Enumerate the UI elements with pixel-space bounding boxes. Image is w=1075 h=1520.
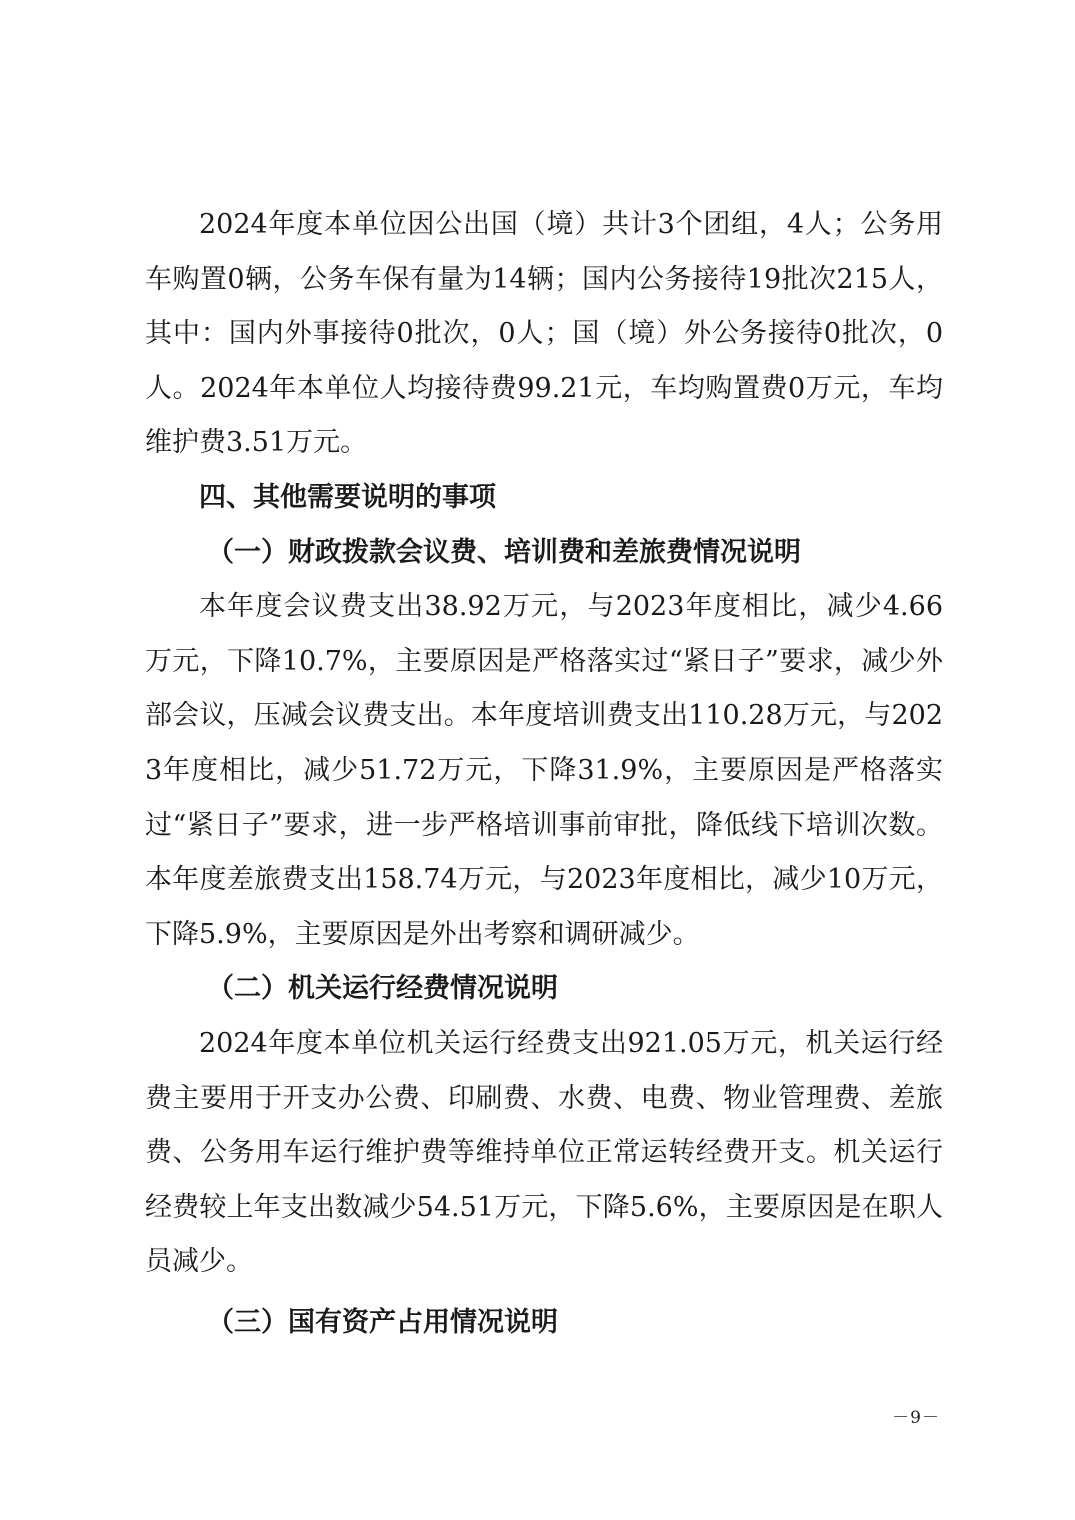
paragraph-meeting-training-travel: 本年度会议费支出38.92万元，与2023年度相比，减少4.66万元，下降10.7%，主要原因是严格落实过“紧日子”要求，减少外部会议，压减会议费支出。本年度培训费支出110.28万元，与2023年度相比，减少51.72万元，下降31.9%，主要原因是严格落实过“紧日子”要求，进一步严格培训事前审批，降低线下培训次数。本年度差旅费支出158.74万元，与2023年度相比，减少10万元，下降5.9%，主要原因是外出考察和调研减少。 (145, 591, 943, 950)
paragraph-overseas-and-vehicles: 2024年度本单位因公出国（境）共计3个团组，4人；公务用车购置0辆，公务车保有量为14辆；国内公务接待19批次215人，其中：国内外事接待0批次，0人；国（境）外公务接待0批次，0人。2024年本单位人均接待费99.21元，车均购置费0万元，车均维护费3.51万元。 (145, 209, 943, 459)
paragraph-operating-expenses: 2024年度本单位机关运行经费支出921.05万元，机关运行经费主要用于开支办公费、印刷费、水费、电费、物业管理费、差旅费、公务用车运行维护费等维持单位正常运转经费开支。机关运行经费较上年支出数减少54.51万元，下降5.6%，主要原因是在职人员减少。 (145, 1027, 943, 1278)
document-body (145, 198, 943, 1350)
subheading-operating-expenses: （二）机关运行经费情况说明 (207, 973, 558, 1005)
subheading-state-assets: （三）国有资产占用情况说明 (207, 1306, 558, 1338)
section-heading-other-matters: 四、其他需要说明的事项 (199, 481, 496, 513)
page-number: －9－ (892, 1408, 940, 1428)
subheading-meeting-training-travel: （一）财政拨款会议费、培训费和差旅费情况说明 (207, 536, 801, 568)
